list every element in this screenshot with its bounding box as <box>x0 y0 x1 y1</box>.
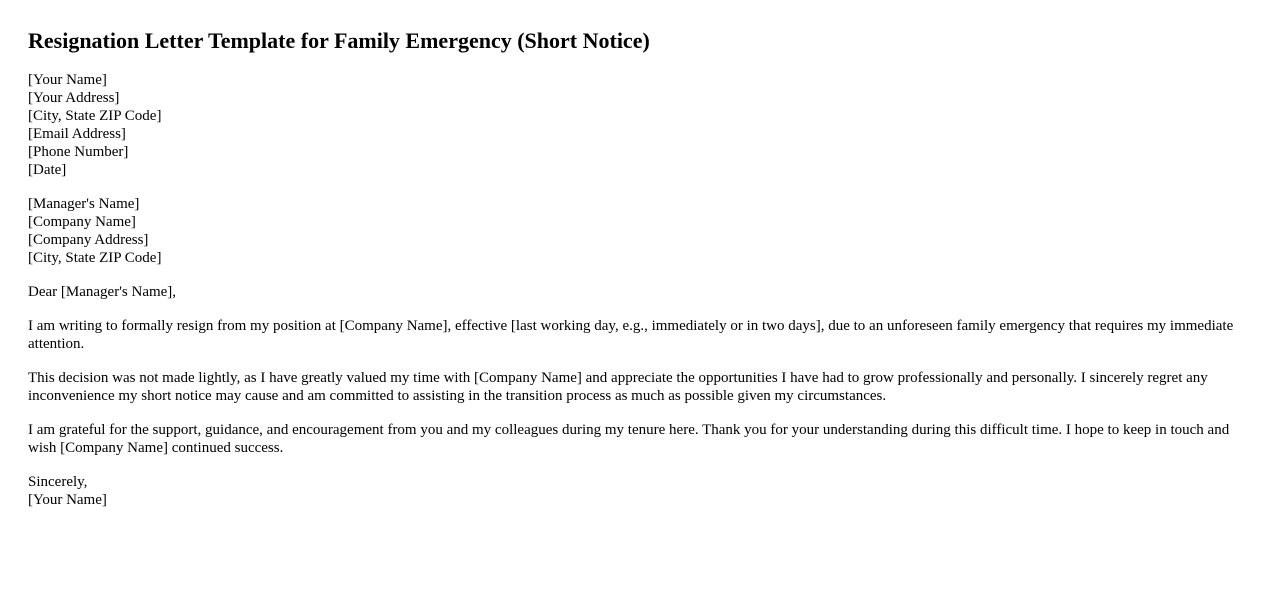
page-title: Resignation Letter Template for Family Emergency (Short Notice) <box>28 28 650 53</box>
salutation: Dear [Manager's Name], <box>28 284 177 300</box>
closing-block <box>28 473 1250 509</box>
body-paragraph-2: This decision was not made lightly, as I have greatly valued my time with [Company Name] and appreciate the opportunities I have had to grow professionally and personally. I sincerely regret any inconvenience my short notice may cause and am committed to assisting in the transition process as much as possible given my circumstances. <box>28 370 1208 404</box>
sender-email: [Email Address] <box>28 126 126 142</box>
body-paragraph-1: I am writing to formally resign from my position at [Company Name], effective [last working day, e.g., immediately or in two days], due to an unforeseen family emergency that requires my immediate attention. <box>28 318 1234 352</box>
sender-address-block <box>28 71 1250 179</box>
recipient-address: [Company Address] <box>28 232 149 248</box>
recipient-address-block <box>28 195 1250 267</box>
recipient-name: [Manager's Name] <box>28 196 140 212</box>
valediction: Sincerely, <box>28 474 88 490</box>
body-paragraph-3: I am grateful for the support, guidance, and encouragement from you and my colleagues during my tenure here. Thank you for your understanding during this difficult time. I hope to keep in touch and wish [Company Name] continued success. <box>28 422 1230 456</box>
sender-phone: [Phone Number] <box>28 144 129 160</box>
recipient-company: [Company Name] <box>28 214 136 230</box>
sender-name: [Your Name] <box>28 72 107 88</box>
letter-date: [Date] <box>28 162 67 178</box>
sender-city-state-zip: [City, State ZIP Code] <box>28 108 162 124</box>
recipient-city-state-zip: [City, State ZIP Code] <box>28 250 162 266</box>
signature: [Your Name] <box>28 492 107 508</box>
sender-address: [Your Address] <box>28 90 120 106</box>
